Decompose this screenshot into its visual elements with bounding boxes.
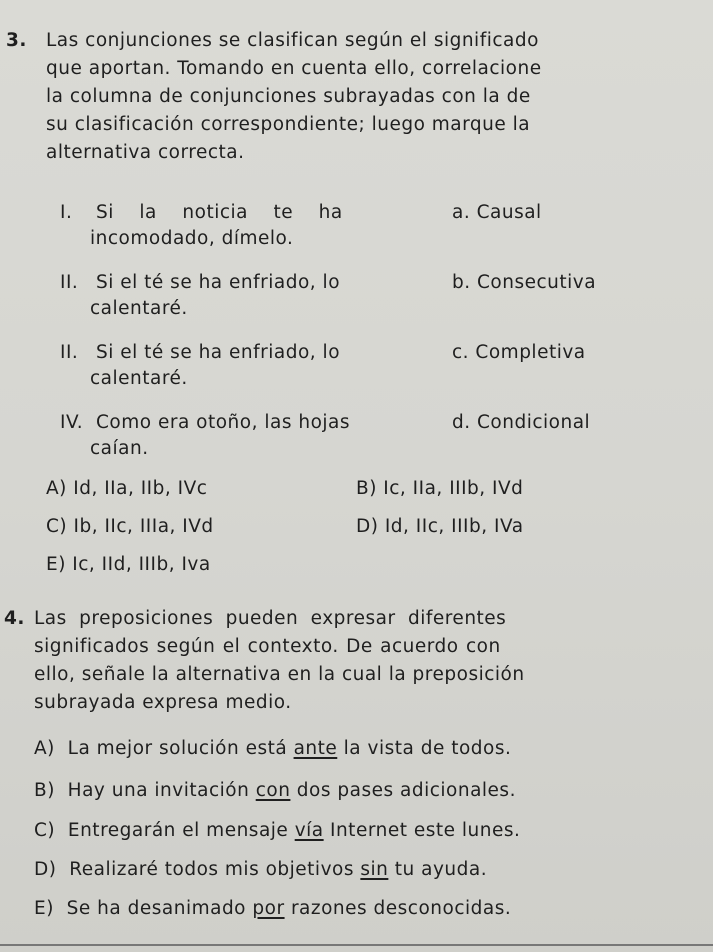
question-3-line-1: Las conjunciones se clasifican según el significado [46, 30, 539, 51]
option-text-pre: C) Entregarán el mensaje [34, 820, 295, 841]
option-text-post: Internet este lunes. [323, 820, 521, 841]
option-a[interactable]: A) Id, IIa, IIb, IVc [46, 478, 208, 499]
class-c: c. Completiva [452, 342, 586, 363]
question-3-line-4: su clasificación correspondiente; luego marque la [46, 114, 531, 135]
option-b[interactable]: B) Ic, IIa, IIIb, IVd [356, 478, 524, 499]
option-text-post: la vista de todos. [337, 738, 512, 759]
question-3-number: 3. [6, 30, 27, 51]
item-text-line-2: calentaré. [90, 298, 188, 319]
question-4-line-4: subrayada expresa medio. [34, 692, 292, 713]
item-label: IV. [60, 412, 84, 433]
option-c[interactable] [34, 820, 520, 841]
option-a[interactable] [34, 738, 511, 759]
question-4-line-3: ello, señale la alternativa en la cual la preposición [34, 664, 525, 685]
class-d: d. Condicional [452, 412, 591, 433]
option-d[interactable]: D) Id, IIc, IIIb, IVa [356, 516, 524, 537]
option-text-pre: E) Se ha desanimado [34, 898, 253, 919]
underlined-preposition: vía [294, 820, 324, 841]
option-text-post: dos pases adicionales. [290, 780, 516, 801]
item-text-line-1: Si la noticia te ha [96, 202, 343, 223]
question-4-line-2: significados según el contexto. De acuerdo con [34, 636, 501, 657]
page-bottom-edge [0, 944, 713, 946]
item-text-line-2: caían. [90, 438, 149, 459]
question-4-number: 4. [4, 608, 25, 629]
item-text-line-1: Como era otoño, las hojas [96, 412, 351, 433]
underlined-preposition: ante [293, 738, 338, 759]
option-d[interactable] [34, 859, 487, 880]
question-4-line-1: Las preposiciones pueden expresar diferentes [34, 608, 507, 629]
item-label: II. [60, 272, 79, 293]
option-e[interactable]: E) Ic, IId, IIIb, Iva [46, 554, 211, 575]
class-a: a. Causal [452, 202, 542, 223]
option-text-pre: A) La mejor solución está [34, 738, 294, 759]
item-text-line-2: incomodado, dímelo. [90, 228, 294, 249]
item-label: II. [60, 342, 79, 363]
question-3-line-5: alternativa correcta. [46, 142, 245, 163]
option-text-pre: D) Realizaré todos mis objetivos [34, 859, 361, 880]
item-text-line-1: Si el té se ha enfriado, lo [96, 342, 341, 363]
option-b[interactable] [34, 780, 516, 801]
item-text-line-2: calentaré. [90, 368, 188, 389]
option-text-post: razones desconocidas. [284, 898, 512, 919]
item-text-line-1: Si el té se ha enfriado, lo [96, 272, 341, 293]
underlined-preposition: sin [360, 859, 389, 880]
option-text-post: tu ayuda. [388, 859, 488, 880]
question-3-line-2: que aportan. Tomando en cuenta ello, correlacione [46, 58, 542, 79]
item-label: I. [60, 202, 73, 223]
underlined-preposition: con [255, 780, 291, 801]
option-text-pre: B) Hay una invitación [34, 780, 256, 801]
question-3-line-3: la columna de conjunciones subrayadas con la de [46, 86, 531, 107]
option-c[interactable]: C) Ib, IIc, IIIa, IVd [46, 516, 214, 537]
underlined-preposition: por [252, 898, 285, 919]
option-e[interactable] [34, 898, 511, 919]
class-b: b. Consecutiva [452, 272, 597, 293]
